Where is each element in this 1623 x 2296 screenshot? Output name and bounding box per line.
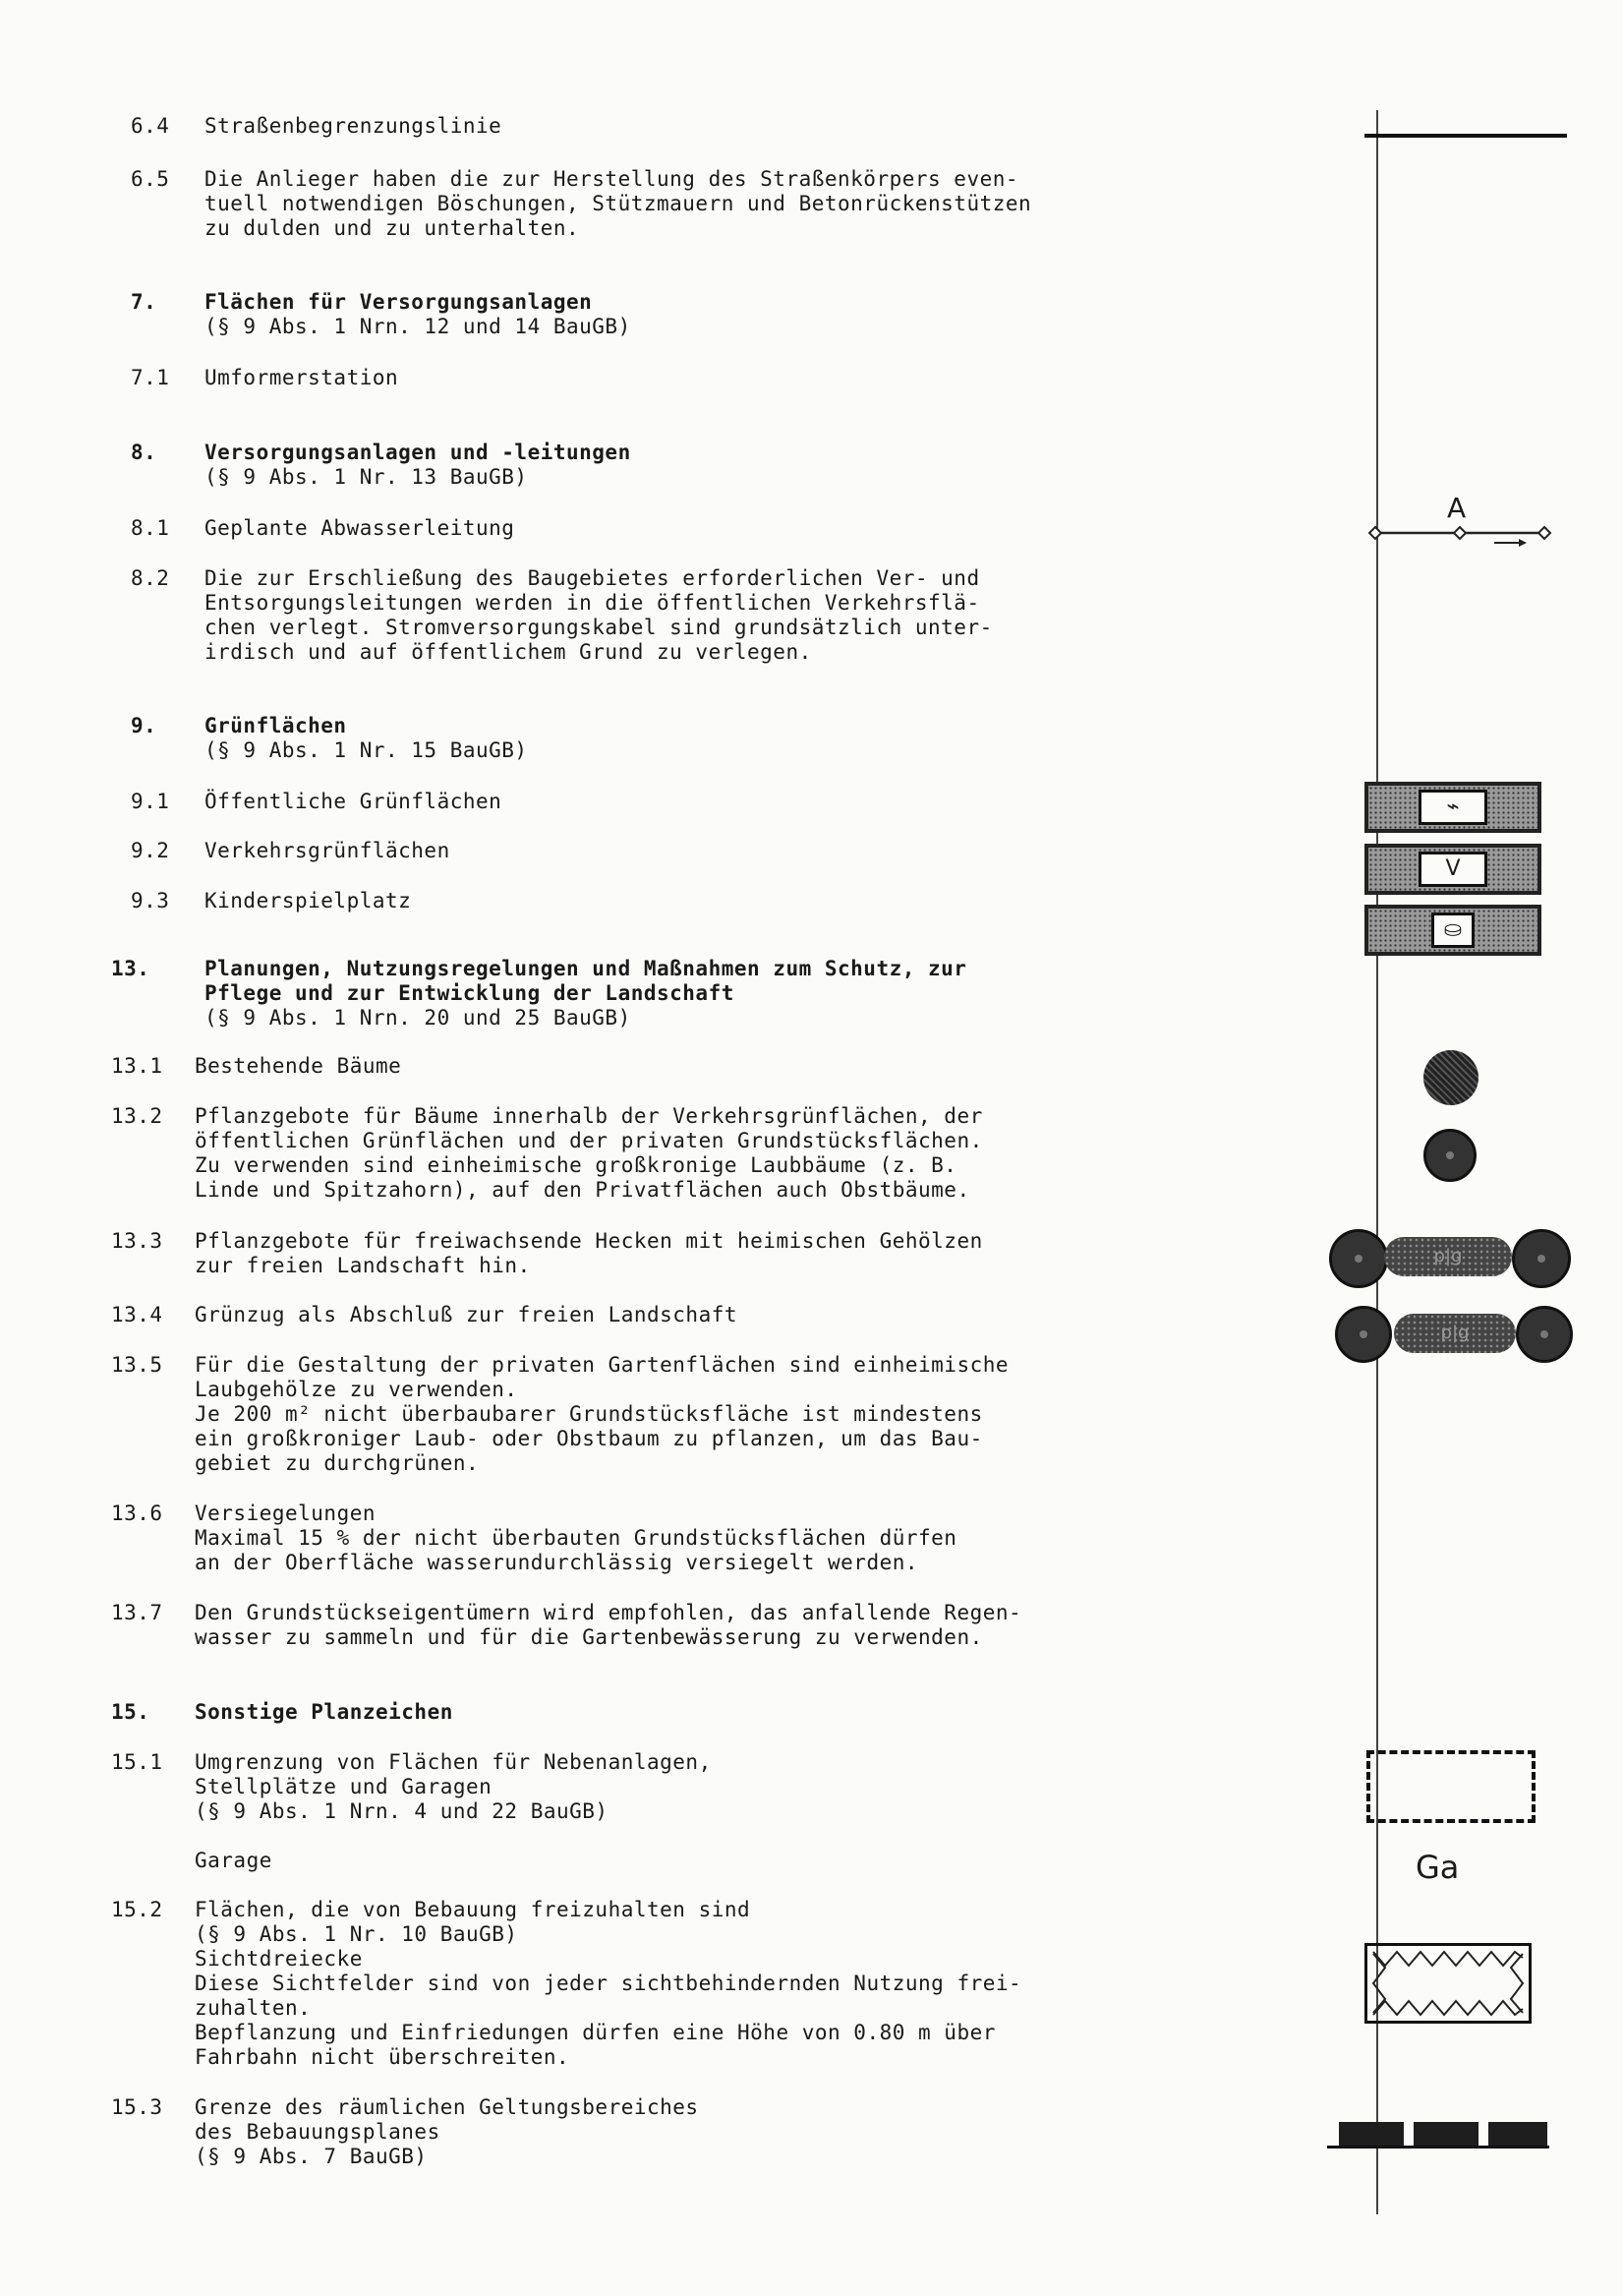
playground-icon: ⛀	[1431, 913, 1475, 948]
entry-number: 13.5	[111, 1353, 163, 1377]
playground-symbol	[1364, 905, 1541, 956]
entry-text: Geplante Abwasserleitung	[204, 516, 515, 540]
entry-number: 7.1	[131, 366, 170, 389]
zigzag-pattern	[1367, 1946, 1529, 2021]
greenbelt-end-icon	[1335, 1306, 1392, 1363]
hedge-label: p|g	[1433, 1246, 1463, 1266]
street-boundary-line-symbol	[1364, 134, 1567, 138]
hedge-symbol	[1384, 1237, 1512, 1276]
entry-text: Flächen für Versorgungsanlagen (§ 9 Abs. 1 Nrn. 12 und 14 BauGB)	[204, 290, 631, 338]
garage-area-symbol	[1366, 1750, 1536, 1823]
entry-text: Sonstige Planzeichen	[195, 1700, 453, 1724]
entry-number: 7.	[131, 290, 157, 314]
entry-number: 6.4	[131, 114, 170, 138]
sight-triangle-symbol	[1364, 1943, 1532, 2024]
entry-number: 13.2	[111, 1104, 163, 1128]
entry-number: 13.1	[111, 1054, 163, 1078]
entry-text: Grünflächen (§ 9 Abs. 1 Nr. 15 BauGB)	[204, 714, 528, 762]
public-green-symbol	[1364, 782, 1541, 833]
entry-number: 15.1	[111, 1750, 163, 1774]
entry-number: 13.4	[111, 1303, 163, 1326]
entry-text: Flächen, die von Bebauung freizuhalten sind (§ 9 Abs. 1 Nr. 10 BauGB) Sichtdreiecke Diese Sichtfelder sind von jeder sichtbehindernden Nutzung frei- zuhalten. Bepflanzung und Einfriedungen dürfen eine Höhe von 0.80 m über Fahrbahn nicht überschreiten.	[195, 1898, 1022, 2069]
plan-boundary-segment	[1488, 2122, 1547, 2148]
entry-text: Die zur Erschließung des Baugebietes erforderlichen Ver- und Entsorgungsleitungen werden in die öffentlichen Verkehrsflä- chen verlegt. Stromversorgungskabel sind grundsätzlich unter- irdisch und auf öffentlichem Grund zu verlegen.	[204, 566, 993, 664]
entry-text: Die Anlieger haben die zur Herstellung des Straßenkörpers even- tuell notwendigen Böschungen, Stützmauern und Betonrückenstützen zu dulden und zu unterhalten.	[204, 167, 1032, 240]
greenbelt-end-icon	[1516, 1306, 1573, 1363]
entry-text: Pflanzgebote für freiwachsende Hecken mit heimischen Gehölzen zur freien Landschaft hin.	[195, 1229, 983, 1277]
entry-text: Umformerstation	[204, 366, 399, 389]
entry-number: 8.	[131, 441, 157, 464]
entry-number: 8.1	[131, 516, 170, 540]
greenbelt-label: p|g	[1440, 1323, 1470, 1343]
plan-boundary-segment	[1339, 2122, 1404, 2148]
entry-text: Planungen, Nutzungsregelungen und Maßnahmen zum Schutz, zur Pflege und zur Entwicklung der Landschaft (§ 9 Abs. 1 Nrn. 20 und 25 BauGB)	[204, 957, 967, 1030]
entry-text: Bestehende Bäume	[195, 1054, 402, 1078]
existing-tree-icon	[1423, 1050, 1478, 1105]
legend-vertical-rule	[1376, 110, 1378, 2214]
entry-number: 13.6	[111, 1501, 163, 1525]
entry-number: 15.3	[111, 2095, 163, 2119]
entry-number: 8.2	[131, 566, 170, 590]
entry-text: Umgrenzung von Flächen für Nebenanlagen, Stellplätze und Garagen (§ 9 Abs. 1 Nrn. 4 und 22 BauGB) Garage	[195, 1750, 712, 1872]
greenbelt-symbol	[1394, 1314, 1516, 1353]
entry-text: Grünzug als Abschluß zur freien Landschaft	[195, 1303, 738, 1326]
entry-text: Grenze des räumlichen Geltungsbereiches des Bebauungsplanes (§ 9 Abs. 7 BauGB)	[195, 2095, 699, 2168]
entry-number: 15.	[111, 1700, 150, 1724]
entry-number: 13.7	[111, 1601, 163, 1624]
entry-number: 6.5	[131, 167, 170, 191]
entry-number: 13.3	[111, 1229, 163, 1253]
hedge-end-icon	[1329, 1229, 1388, 1288]
entry-number: 9.2	[131, 839, 170, 862]
entry-number: 9.	[131, 714, 157, 737]
traffic-green-symbol	[1364, 844, 1541, 895]
transformer-icon: ⌁	[1419, 790, 1487, 825]
entry-text: Versorgungsanlagen und -leitungen (§ 9 Abs. 1 Nr. 13 BauGB)	[204, 441, 631, 489]
hedge-end-icon	[1512, 1229, 1571, 1288]
entry-number: 9.3	[131, 889, 170, 913]
entry-number: 9.1	[131, 790, 170, 813]
plan-boundary-base-line	[1327, 2146, 1549, 2149]
sewer-line-label: A	[1447, 492, 1467, 524]
v-symbol: V	[1419, 852, 1487, 887]
garage-label: Ga	[1416, 1849, 1460, 1886]
entry-text: Straßenbegrenzungslinie	[204, 114, 502, 138]
entry-text: Versiegelungen Maximal 15 % der nicht überbauten Grundstücksflächen dürfen an der Oberfläche wasserundurchlässig versiegelt werden.	[195, 1501, 957, 1574]
entry-number: 15.2	[111, 1898, 163, 1921]
plan-boundary-segment	[1414, 2122, 1478, 2148]
planted-tree-icon	[1423, 1129, 1477, 1182]
entry-text: Für die Gestaltung der privaten Gartenflächen sind einheimische Laubgehölze zu verwenden. Je 200 m² nicht überbaubarer Grundstücksfläche ist mindestens ein großkroniger Laub- oder Obstbaum zu pflanzen, um das Bau- gebiet zu durchgrünen.	[195, 1353, 1010, 1475]
entry-number: 13.	[111, 957, 150, 980]
entry-text: Verkehrsgrünflächen	[204, 839, 450, 862]
entry-text: Den Grundstückseigentümern wird empfohlen, das anfallende Regen- wasser zu sammeln und für die Gartenbewässerung zu verwenden.	[195, 1601, 1022, 1649]
entry-text: Kinderspielplatz	[204, 889, 412, 913]
entry-text: Pflanzgebote für Bäume innerhalb der Verkehrsgrünflächen, der öffentlichen Grünflächen und der privaten Grundstücksflächen. Zu verwenden sind einheimische großkronige Laubbäume (z. B. Linde und Spitzahorn), auf den Privatflächen auch Obstbäume.	[195, 1104, 983, 1202]
entry-text: Öffentliche Grünflächen	[204, 790, 502, 813]
